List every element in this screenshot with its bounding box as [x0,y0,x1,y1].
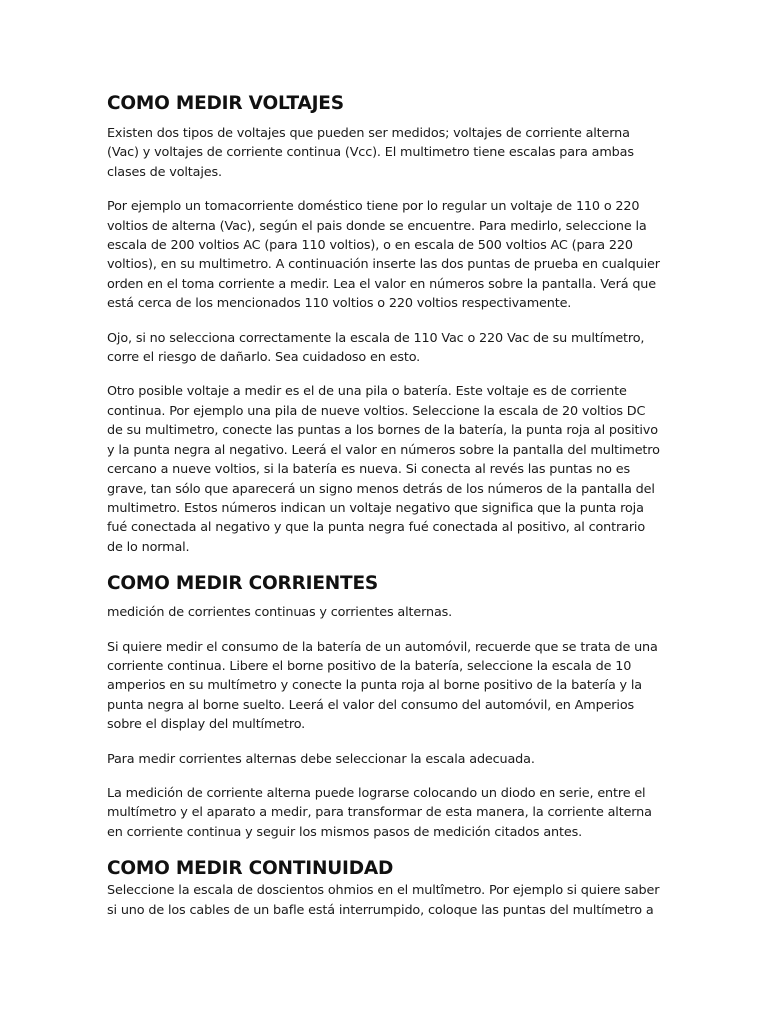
paragraph: Existen dos tipos de voltajes que pueden ser medidos; voltajes de corriente alterna (Vac) y voltajes de corriente continua (Vcc). El multimetro tiene escalas para ambas clases de voltajes. [107,126,634,180]
paragraph: Si quiere medir el consumo de la batería de un automóvil, recuerde que se trata de una corriente continua. Libere el borne positivo de la batería, seleccione la escala de 10 amperios en su multímetro y conecte la punta roja al borne positivo de la batería y la punta negra al borne suelto. Leerá el valor del consumo del automóvil, en Amperios sobre el display del multímetro. [107,639,658,733]
paragraph: Para medir corrientes alternas debe seleccionar la escala adecuada. [107,751,535,767]
section-heading-voltajes: COMO MEDIR VOLTAJES [107,93,344,114]
paragraph: Seleccione la escala de doscientos ohmios en el multîmetro. Por ejemplo si quiere saber si uno de los cables de un bafle está interrumpido, coloque las puntas del multímetro a [107,883,660,918]
paragraph: La medición de corriente alterna puede lograrse colocando un diodo en serie, entre el multímetro y el aparato a medir, para transformar de esta manera, la corriente alterna en corriente continua y seguir los mismos pasos de medición citados antes. [107,785,652,840]
document-page [107,92,663,920]
section-heading-continuidad: COMO MEDIR CONTINUIDAD [107,858,394,880]
paragraph: Otro posible voltaje a medir es el de una pila o batería. Este voltaje es de corriente continua. Por ejemplo una pila de nueve voltios. Seleccione la escala de 20 voltios DC de su multimetro, conecte las puntas a los bornes de la batería, la punta roja al positivo y la punta negra al negativo. Leerá el valor en números sobre la pantalla del multimetro cercano a nueve voltios, si la batería es nueva. Si conecta al revés las puntas no es grave, tan sólo que aparecerá un signo menos detrás de los números de la pantalla del multimetro. Estos números indican un voltaje negativo que significa que la punta roja fué conectada al negativo y que la punta negra fué conectada al positivo, al contrario de lo normal. [107,384,660,555]
paragraph: medición de corrientes continuas y corrientes alternas. [107,605,453,621]
section-heading-corrientes: COMO MEDIR CORRIENTES [107,573,379,595]
paragraph: Por ejemplo un tomacorriente doméstico tiene por lo regular un voltaje de 110 o 220 voltios de alterna (Vac), según el pais donde se encuentre. Para medirlo, seleccione la escala de 200 voltios AC (para 110 voltios), o en escala de 500 voltios AC (para 220 voltios), en su multimetro. A continuación inserte las dos puntas de prueba en cualquier orden en el toma corriente a medir. Lea el valor en números sobre la pantalla. Verá que está cerca de los mencionados 110 voltios o 220 voltios respectivamente. [107,199,660,312]
paragraph: Ojo, si no selecciona correctamente la escala de 110 Vac o 220 Vac de su multímetro, corre el riesgo de dañarlo. Sea cuidadoso en esto. [107,330,645,366]
